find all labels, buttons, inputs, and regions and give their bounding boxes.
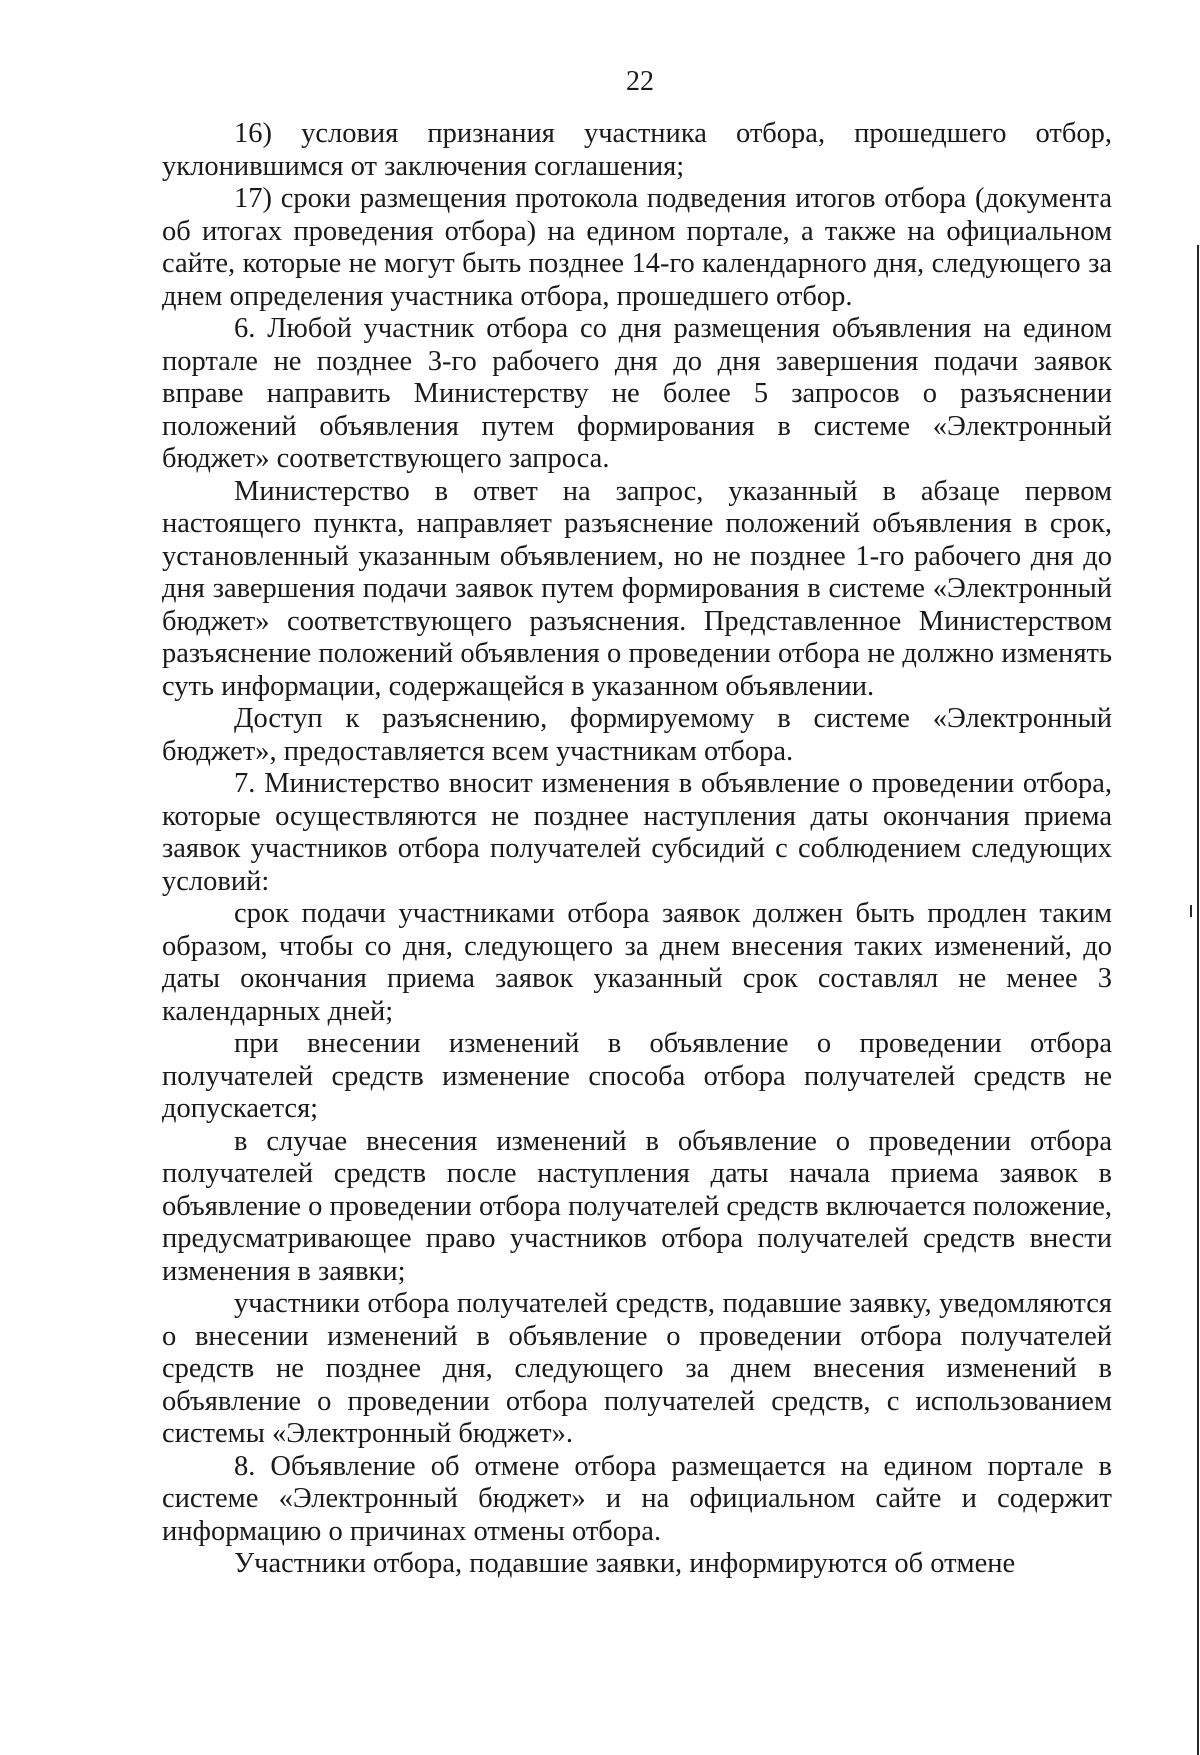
paragraph-method-unchanged: при внесении изменений в объявление о проведении отбора получателей средств изменение способа отбора получателей средств не допускается; <box>162 1028 1112 1124</box>
paragraph-clause-6: 6. Любой участник отбора со дня размещения объявления на едином портале не позднее 3-го рабочего дня до дня завершения подачи заявок вправе направить Министерству не более 5 запросов о разъяснении положений объявления путем формирования в системе «Электронный бюджет» соответствующего запроса. <box>162 313 1112 474</box>
paragraph-clause-7: 7. Министерство вносит изменения в объявление о проведении отбора, которые осуществляются не позднее наступления даты окончания приема заявок участников отбора получателей субсидий с соблюдением следующих условий: <box>162 768 1112 897</box>
paragraph-deadline-extension: срок подачи участниками отбора заявок должен быть продлен таким образом, чтобы со дня, следующего за днем внесения таких изменений, до даты окончания приема заявок указанный срок составлял не менее 3 календарных дней; <box>162 898 1112 1027</box>
paragraph-item-16: 16) условия признания участника отбора, прошедшего отбор, уклонившимся от заключения соглашения; <box>162 118 1112 182</box>
page-number: 22 <box>626 66 654 97</box>
scan-edge-line <box>1197 245 1199 1755</box>
paragraph-cancellation-notice: Участники отбора, подавшие заявки, информируются об отмене <box>234 1548 1016 1579</box>
paragraph-access-clarification: Доступ к разъяснению, формируемому в системе «Электронный бюджет», предоставляется всем участникам отбора. <box>162 703 1112 767</box>
paragraph-clause-8: 8. Объявление об отмене отбора размещается на едином портале в системе «Электронный бюджет» и на официальном сайте и содержит информацию о причинах отмены отбора. <box>162 1450 1112 1547</box>
document-body <box>162 118 1112 1581</box>
paragraph-item-17: 17) сроки размещения протокола подведения итогов отбора (документа об итогах проведения отбора) на едином портале, а также на официальном сайте, которые не могут быть позднее 14-го календарного дня, следующего за днем определения участника отбора, прошедшего отбор. <box>162 183 1112 312</box>
paragraph-ministry-response: Министерство в ответ на запрос, указанный в абзаце первом настоящего пункта, направляет разъяснение положений объявления в срок, установленный указанным объявлением, но не позднее 1-го рабочего дня до дня завершения подачи заявок путем формирования в системе «Электронный бюджет» соответствующего разъяснения. Представленное Министерством разъяснение положений объявления о проведении отбора не должно изменять суть информации, содержащейся в указанном объявлении. <box>162 475 1112 702</box>
scan-edge-tick <box>1190 905 1192 917</box>
paragraph-participant-notice: участники отбора получателей средств, подавшие заявку, уведомляются о внесении изменений в объявление о проведении отбора получателей средств не позднее дня, следующего за днем внесения изменений в объявление о проведении отбора получателей средств, с использованием системы «Электронный бюджет». <box>162 1288 1112 1449</box>
paragraph-amend-applications: в случае внесения изменений в объявление о проведении отбора получателей средств после наступления даты начала приема заявок в объявление о проведении отбора получателей средств включается положение, предусматривающее право участников отбора получателей средств внести изменения в заявки; <box>162 1125 1112 1287</box>
